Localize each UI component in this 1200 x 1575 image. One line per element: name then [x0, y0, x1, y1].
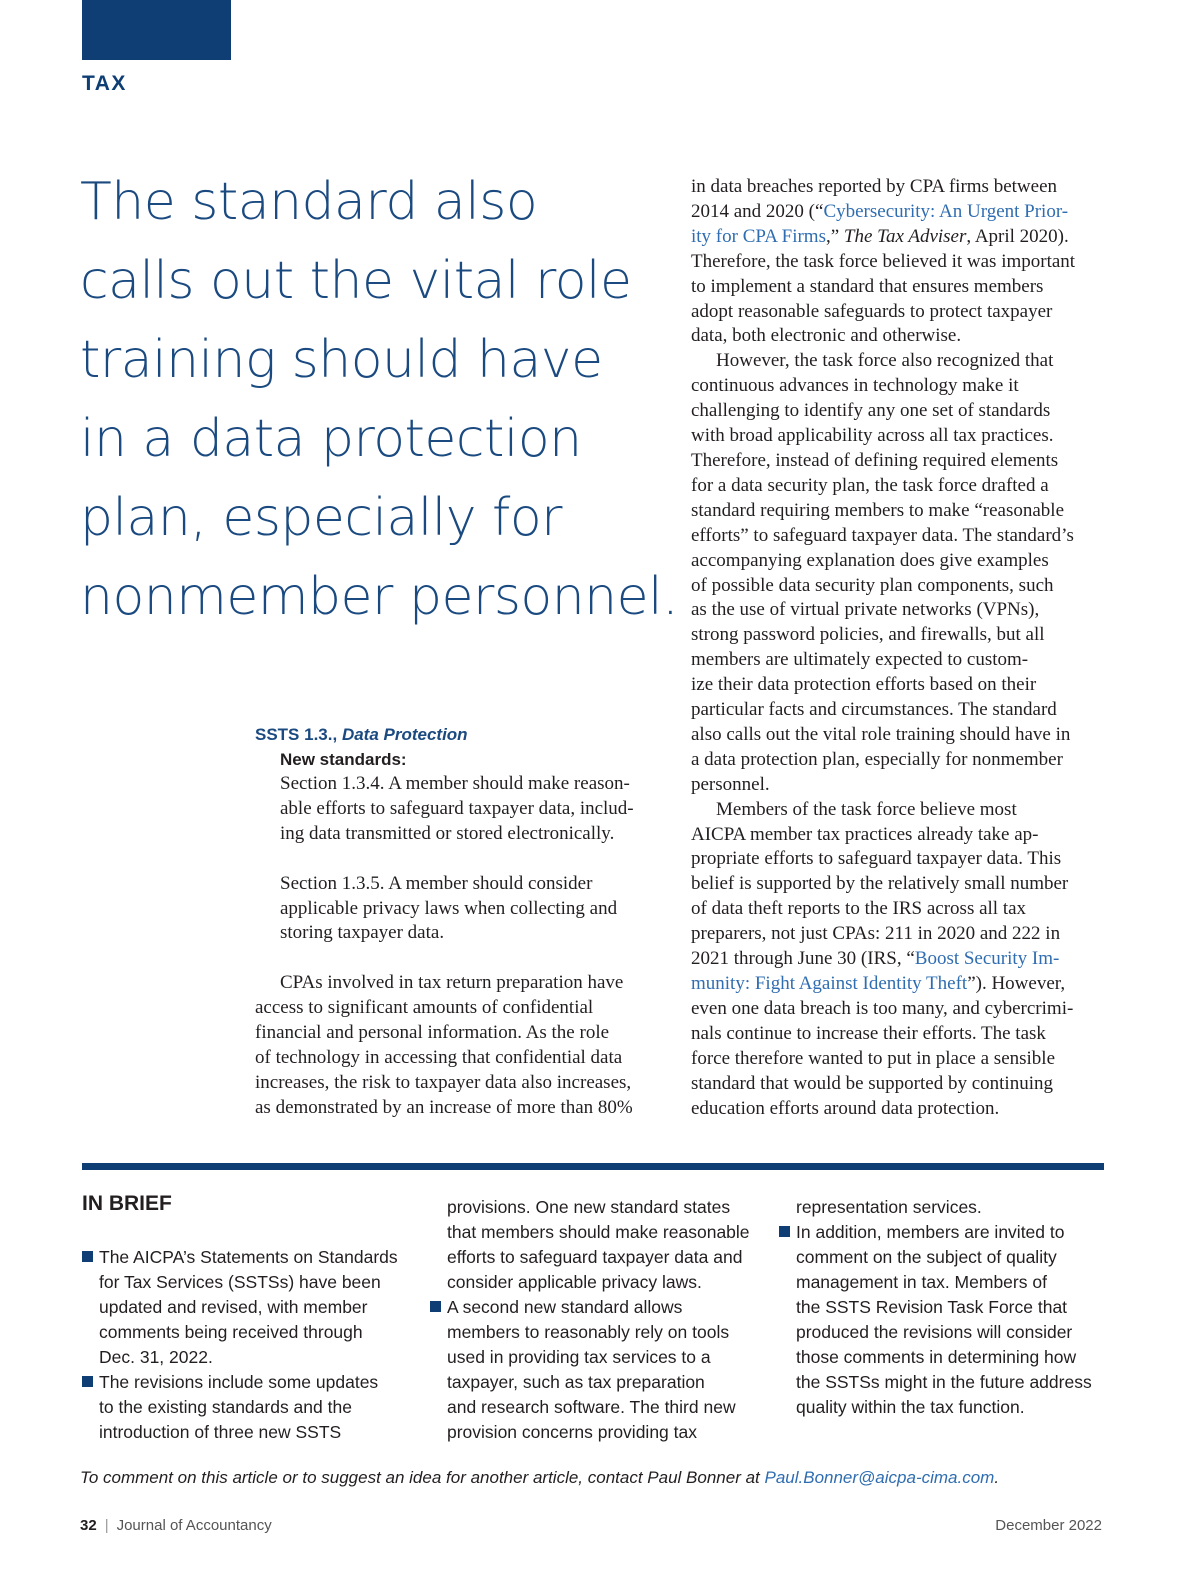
page-number: 32	[80, 1517, 97, 1534]
in-brief-column-2	[430, 1195, 760, 1445]
text-line: continuous advances in technology make it	[691, 375, 1019, 397]
text-run: , April 2020).	[966, 225, 1069, 247]
text-line: a data protection plan, especially for nonmember	[691, 748, 1063, 770]
bullet-square-icon	[430, 1301, 441, 1312]
cybersecurity-article-link[interactable]: ity for CPA Firms	[691, 225, 826, 247]
ssts-heading	[255, 722, 655, 747]
new-standards-label: New standards:	[280, 750, 407, 769]
pull-quote	[80, 163, 680, 637]
text-line: of technology in accessing that confidential data	[255, 1046, 623, 1068]
text-line: updated and revised, with member	[99, 1297, 368, 1317]
bullet-square-icon	[82, 1251, 93, 1262]
text-line: the SSTSs might in the future address	[796, 1372, 1092, 1392]
text-line: quality within the tax function.	[796, 1397, 1025, 1417]
text-line: access to significant amounts of confidential	[255, 997, 594, 1019]
pull-quote-line: calls out the vital role	[80, 251, 632, 311]
pull-quote-line: training should have	[80, 330, 603, 390]
in-brief-column-1	[82, 1245, 412, 1445]
text-line: AICPA member tax practices already take ap-	[691, 823, 1039, 845]
text-line: provision concerns providing tax	[447, 1422, 697, 1442]
brief-bullet-continued	[430, 1195, 760, 1295]
text-line: as demonstrated by an increase of more than 80%	[255, 1096, 633, 1118]
text-line: able efforts to safeguard taxpayer data, includ-	[280, 797, 634, 819]
text-line: force therefore wanted to put in place a sensible	[691, 1047, 1056, 1069]
text-line: However, the task force also recognized that	[716, 350, 1054, 372]
text-line: provisions. One new standard states	[447, 1197, 731, 1217]
contact-email-link[interactable]: Paul.Bonner@aicpa-cima.com	[764, 1468, 995, 1487]
text-line: propriate efforts to safeguard taxpayer data. This	[691, 848, 1062, 870]
text-line: nals continue to increase their efforts. The task	[691, 1022, 1046, 1044]
section-1-3-5	[255, 872, 655, 947]
text-line: challenging to identify any one set of standards	[691, 400, 1051, 422]
text-line: Therefore, instead of defining required elements	[691, 449, 1059, 471]
text-line: Section 1.3.5. A member should consider	[280, 872, 593, 894]
text-line: efforts” to safeguard taxpayer data. The standard’s	[691, 524, 1074, 546]
text-line: CPAs involved in tax return preparation have	[280, 972, 624, 994]
text-line: members to reasonably rely on tools	[447, 1322, 730, 1342]
text-run: 2014 and 2020 (“	[691, 200, 824, 222]
brief-bullet-continued	[779, 1195, 1109, 1220]
text-line: used in providing tax services to a	[447, 1347, 711, 1367]
page-footer	[80, 1517, 1102, 1534]
text-line: the SSTS Revision Task Force that	[796, 1297, 1068, 1317]
text-line: storing taxpayer data.	[280, 922, 445, 944]
text-line: in data breaches reported by CPA firms between	[691, 176, 1058, 197]
text-line: increases, the risk to taxpayer data also increases,	[255, 1071, 632, 1093]
section-1-3-4	[255, 772, 655, 847]
section-label: TAX	[82, 72, 127, 95]
text-line: Therefore, the task force believed it was important	[691, 250, 1076, 272]
publication-name: Journal of Accountancy	[116, 1517, 272, 1534]
left-text-column	[255, 722, 655, 1121]
brief-bullet	[779, 1220, 1109, 1420]
text-line: consider applicable privacy laws.	[447, 1272, 702, 1292]
text-line: introduction of three new SSTS	[99, 1422, 342, 1442]
text-line: of possible data security plan components, such	[691, 574, 1054, 596]
text-line	[691, 972, 1096, 997]
text-line: financial and personal information. As the role	[255, 1022, 610, 1044]
text-line: Members of the task force believe most	[716, 798, 1017, 820]
text-line: Section 1.3.4. A member should make reason-	[280, 773, 630, 794]
text-line: for a data security plan, the task force drafted a	[691, 474, 1049, 496]
text-line: ize their data protection efforts based on their	[691, 674, 1037, 696]
in-brief-title: IN BRIEF	[82, 1192, 172, 1215]
text-line: A second new standard allows	[447, 1297, 683, 1317]
body-paragraph	[255, 971, 655, 1120]
pull-quote-line: in a data protection	[80, 409, 582, 469]
text-line: In addition, members are invited to	[796, 1222, 1065, 1242]
text-run: 2021 through June 30 (IRS, “	[691, 948, 915, 970]
in-brief-divider	[82, 1163, 1104, 1170]
text-line: ing data transmitted or stored electronically.	[280, 822, 615, 844]
text-line: management in tax. Members of	[796, 1272, 1047, 1292]
bullet-square-icon	[779, 1226, 790, 1237]
text-line: personnel.	[691, 773, 770, 795]
text-line	[691, 947, 1096, 972]
text-line: and research software. The third new	[447, 1397, 736, 1417]
pull-quote-line: plan, especially for	[80, 488, 563, 548]
text-line: standard requiring members to make “reasonable	[691, 499, 1064, 521]
text-line: The revisions include some updates	[99, 1372, 379, 1392]
text-line: with broad applicability across all tax practices.	[691, 425, 1054, 447]
text-line: standard that would be supported by continuing	[691, 1072, 1053, 1094]
text-line: belief is supported by the relatively small number	[691, 873, 1069, 895]
ssts-title: Data Protection	[341, 725, 468, 744]
text-line: representation services.	[796, 1197, 982, 1217]
text-line: strong password policies, and firewalls, but all	[691, 624, 1045, 646]
text-line: preparers, not just CPAs: 211 in 2020 and 222 in	[691, 923, 1061, 945]
brief-bullet	[82, 1245, 412, 1370]
text-run: ”). However,	[967, 973, 1066, 994]
text-line: that members should make reasonable	[447, 1222, 750, 1242]
text-line: accompanying explanation does give examples	[691, 549, 1049, 571]
contact-note	[80, 1468, 999, 1488]
bullet-square-icon	[82, 1376, 93, 1387]
text-line	[691, 200, 1096, 225]
text-line: data, both electronic and otherwise.	[691, 325, 962, 347]
irs-article-link[interactable]: munity: Fight Against Identity Theft	[691, 973, 968, 994]
section-color-bar	[82, 0, 231, 60]
text-line: adopt reasonable safeguards to protect taxpayer	[691, 300, 1053, 322]
publication-name: The Tax Adviser	[843, 225, 967, 247]
contact-note-end: .	[994, 1468, 1000, 1487]
contact-note-text: To comment on this article or to suggest an idea for another article, contact Paul Bonner at	[80, 1468, 765, 1487]
text-line: comments being received through	[99, 1322, 363, 1342]
irs-article-link[interactable]: Boost Security Im-	[914, 948, 1060, 970]
text-line: members are ultimately expected to custom-	[691, 649, 1029, 671]
text-line: of data theft reports to the IRS across all tax	[691, 898, 1027, 920]
text-line: as the use of virtual private networks (VPNs),	[691, 599, 1040, 621]
text-line: those comments in determining how	[796, 1347, 1077, 1367]
text-line: comment on the subject of quality	[796, 1247, 1057, 1267]
text-line: to implement a standard that ensures members	[691, 275, 1044, 297]
brief-bullet	[82, 1370, 412, 1445]
text-line: applicable privacy laws when collecting and	[280, 897, 618, 919]
pull-quote-line: The standard also	[80, 172, 538, 232]
text-line: Dec. 31, 2022.	[99, 1347, 213, 1367]
text-line: even one data breach is too many, and cybercrimi-	[691, 997, 1074, 1019]
text-line: also calls out the vital role training should have in	[691, 723, 1071, 745]
text-line: efforts to safeguard taxpayer data and	[447, 1247, 743, 1267]
cybersecurity-article-link[interactable]: Cybersecurity: An Urgent Prior-	[823, 200, 1069, 222]
text-line: taxpayer, such as tax preparation	[447, 1372, 705, 1392]
text-line: produced the revisions will consider	[796, 1322, 1073, 1342]
ssts-number: SSTS 1.3.,	[255, 725, 338, 744]
text-line: particular facts and circumstances. The standard	[691, 699, 1057, 721]
text-line	[691, 225, 1096, 250]
text-run: ,”	[825, 225, 844, 247]
text-line: education efforts around data protection.	[691, 1097, 1000, 1119]
in-brief-column-3	[779, 1195, 1109, 1420]
text-line: for Tax Services (SSTSs) have been	[99, 1272, 381, 1292]
issue-date: December 2022	[995, 1517, 1102, 1534]
text-line: The AICPA’s Statements on Standards	[99, 1247, 398, 1267]
brief-bullet	[430, 1295, 760, 1445]
right-text-column	[691, 175, 1096, 1121]
pull-quote-line: nonmember personnel.	[80, 567, 679, 627]
footer-separator: |	[104, 1517, 109, 1534]
text-line: to the existing standards and the	[99, 1397, 352, 1417]
